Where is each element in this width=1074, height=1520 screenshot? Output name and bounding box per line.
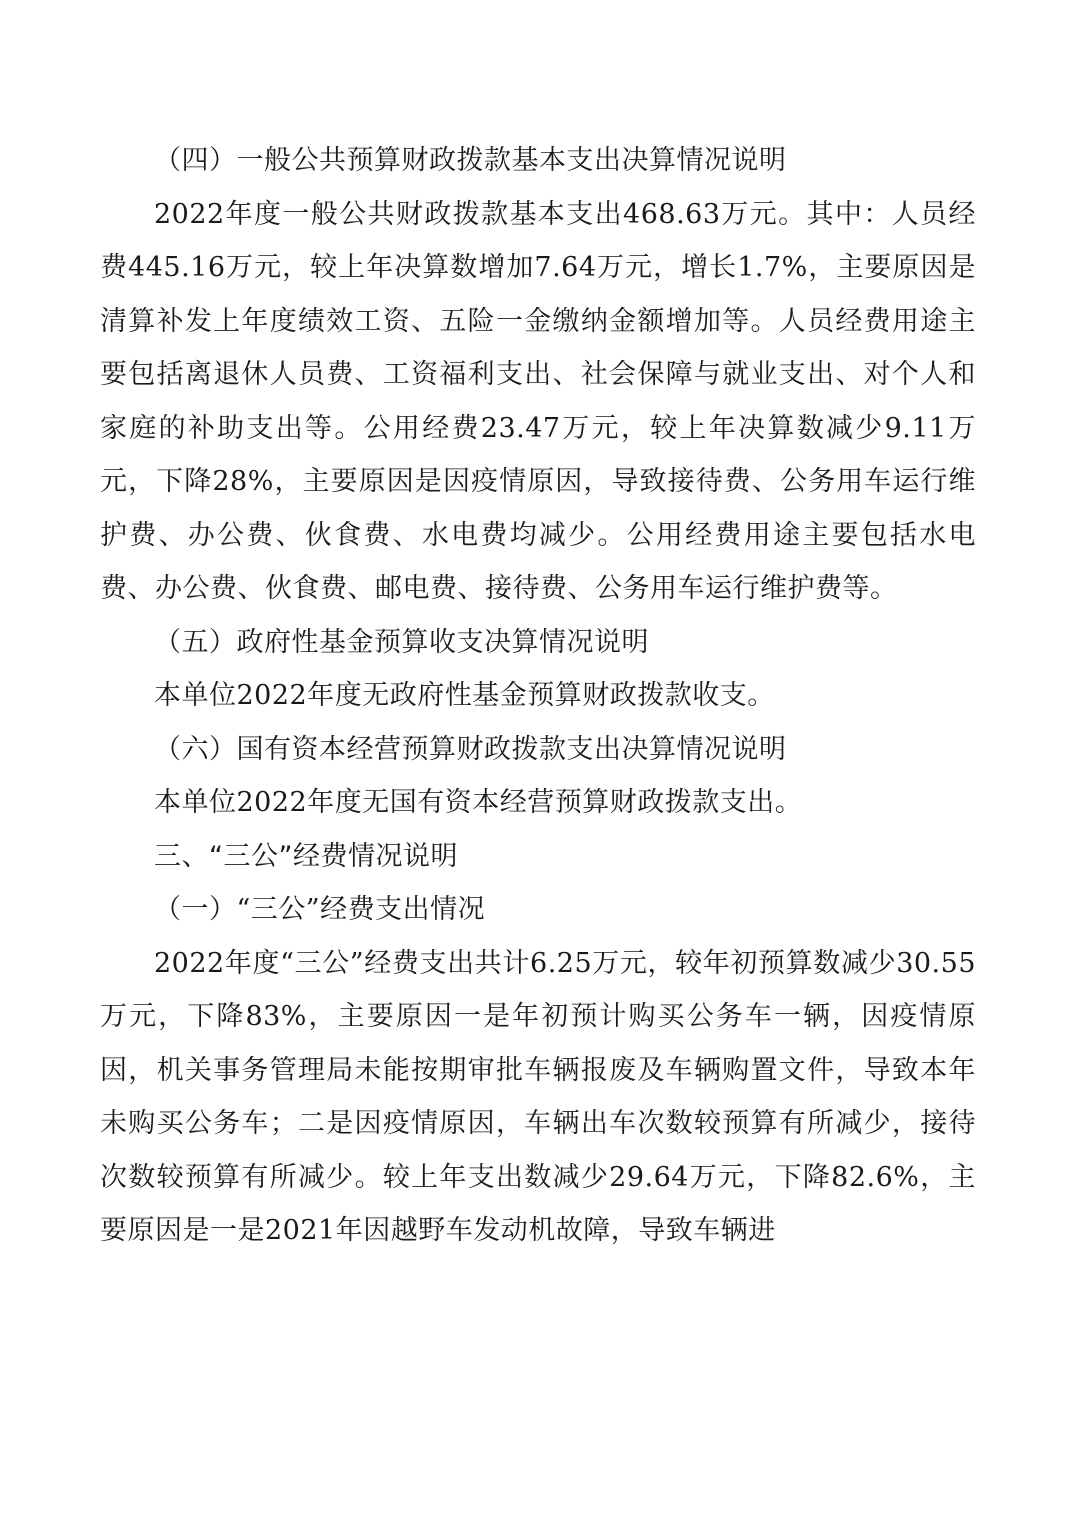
document-page <box>100 134 976 1258</box>
section-paragraph-5: 本单位2022年度无政府性基金预算财政拨款收支。 <box>154 680 775 711</box>
section-paragraph-6: 本单位2022年度无国有资本经营预算财政拨款支出。 <box>154 787 803 818</box>
section-heading-6: （六）国有资本经营预算财政拨款支出决算情况说明 <box>154 733 787 765</box>
section-paragraph-4: 2022年度一般公共财政拨款基本支出468.63万元。其中：人员经费445.16万元，较上年决算数增加7.64万元，增长1.7%，主要原因是清算补发上年度绩效工资、五险一金缴纳金额增加等。人员经费用途主要包括离退休人员费、工资福利支出、社会保障与就业支出、对个人和家庭的补助支出等。公用经费23.47万元，较上年决算数减少9.11万元，下降28%，主要原因是因疫情原因，导致接待费、公务用车运行维护费、办公费、伙食费、水电费均减少。公用经费用途主要包括水电费、办公费、伙食费、邮电费、接待费、公务用车运行维护费等。 <box>100 198 976 604</box>
section-heading-three-public: 三、“三公”经费情况说明 <box>154 840 458 872</box>
section-heading-4: （四）一般公共预算财政拨款基本支出决算情况说明 <box>154 145 787 176</box>
section-heading-5: （五）政府性基金预算收支决算情况说明 <box>154 626 649 658</box>
section-heading-three-public-1: （一）“三公”经费支出情况 <box>154 894 486 925</box>
section-paragraph-three-public-1: 2022年度“三公”经费支出共计6.25万元，较年初预算数减少30.55万元，下降83%，主要原因一是年初预计购买公务车一辆，因疫情原因，机关事务管理局未能按期审批车辆报废及车辆购置文件，导致本年未购买公务车；二是因疫情原因，车辆出车次数较预算有所减少，接待次数较预算有所减少。较上年支出数减少29.64万元，下降82.6%，主要原因是一是2021年因越野车发动机故障，导致车辆进 <box>100 947 976 1246</box>
